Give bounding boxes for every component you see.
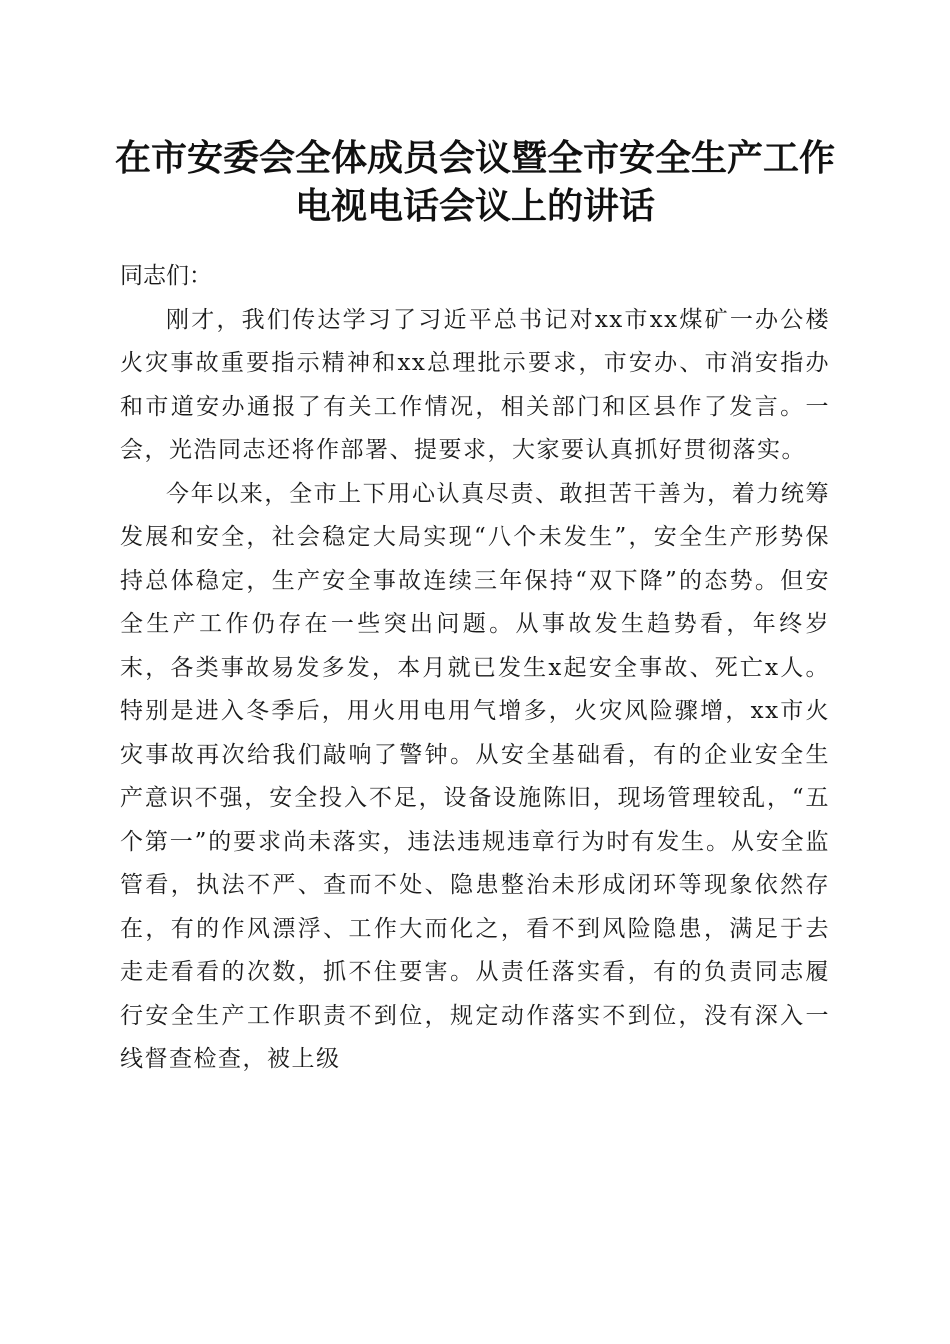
document-body: [120, 255, 830, 1082]
title-line-1: 在市安委会全体成员会议暨全市安全生产工作: [114, 137, 835, 179]
salutation: 同志们：: [120, 263, 212, 289]
title-line-2: 电视电话会议上的讲话: [294, 185, 655, 227]
document-title: [100, 134, 850, 230]
paragraph-2: 今年以来，全市上下用心认真尽责、敢担苦干善为，着力统筹发展和安全，社会稳定大局实现“八个未发生”，安全生产形势保持总体稳定，生产安全事故连续三年保持“双下降”的态势。但安全生产工作仍存在一些突出问题。从事故发生趋势看，年终岁末，各类事故易发多发，本月就已发生x起安全事故、死亡x人。特别是进入冬季后，用火用电用气增多，火灾风险骤增，xx市火灾事故再次给我们敲响了警钟。从安全基础看，有的企业安全生产意识不强，安全投入不足，设备设施陈旧，现场管理较乱，“五个第一”的要求尚未落实，违法违规违章行为时有发生。从安全监管看，执法不严、查而不处、隐患整治未形成闭环等现象依然存在，有的作风漂浮、工作大而化之，看不到风险隐患，满足于去走走看看的次数，抓不住要害。从责任落实看，有的负责同志履行安全生产工作职责不到位，规定动作落实不到位，没有深入一线督查检查，被上级: [120, 480, 830, 1072]
paragraph-1: 刚才，我们传达学习了习近平总书记对xx市xx煤矿一办公楼火灾事故重要指示精神和xx总理批示要求，市安办、市消安指办和市道安办通报了有关工作情况，相关部门和区县作了发言。一会，光浩同志还将作部署、提要求，大家要认真抓好贯彻落实。: [120, 306, 830, 463]
